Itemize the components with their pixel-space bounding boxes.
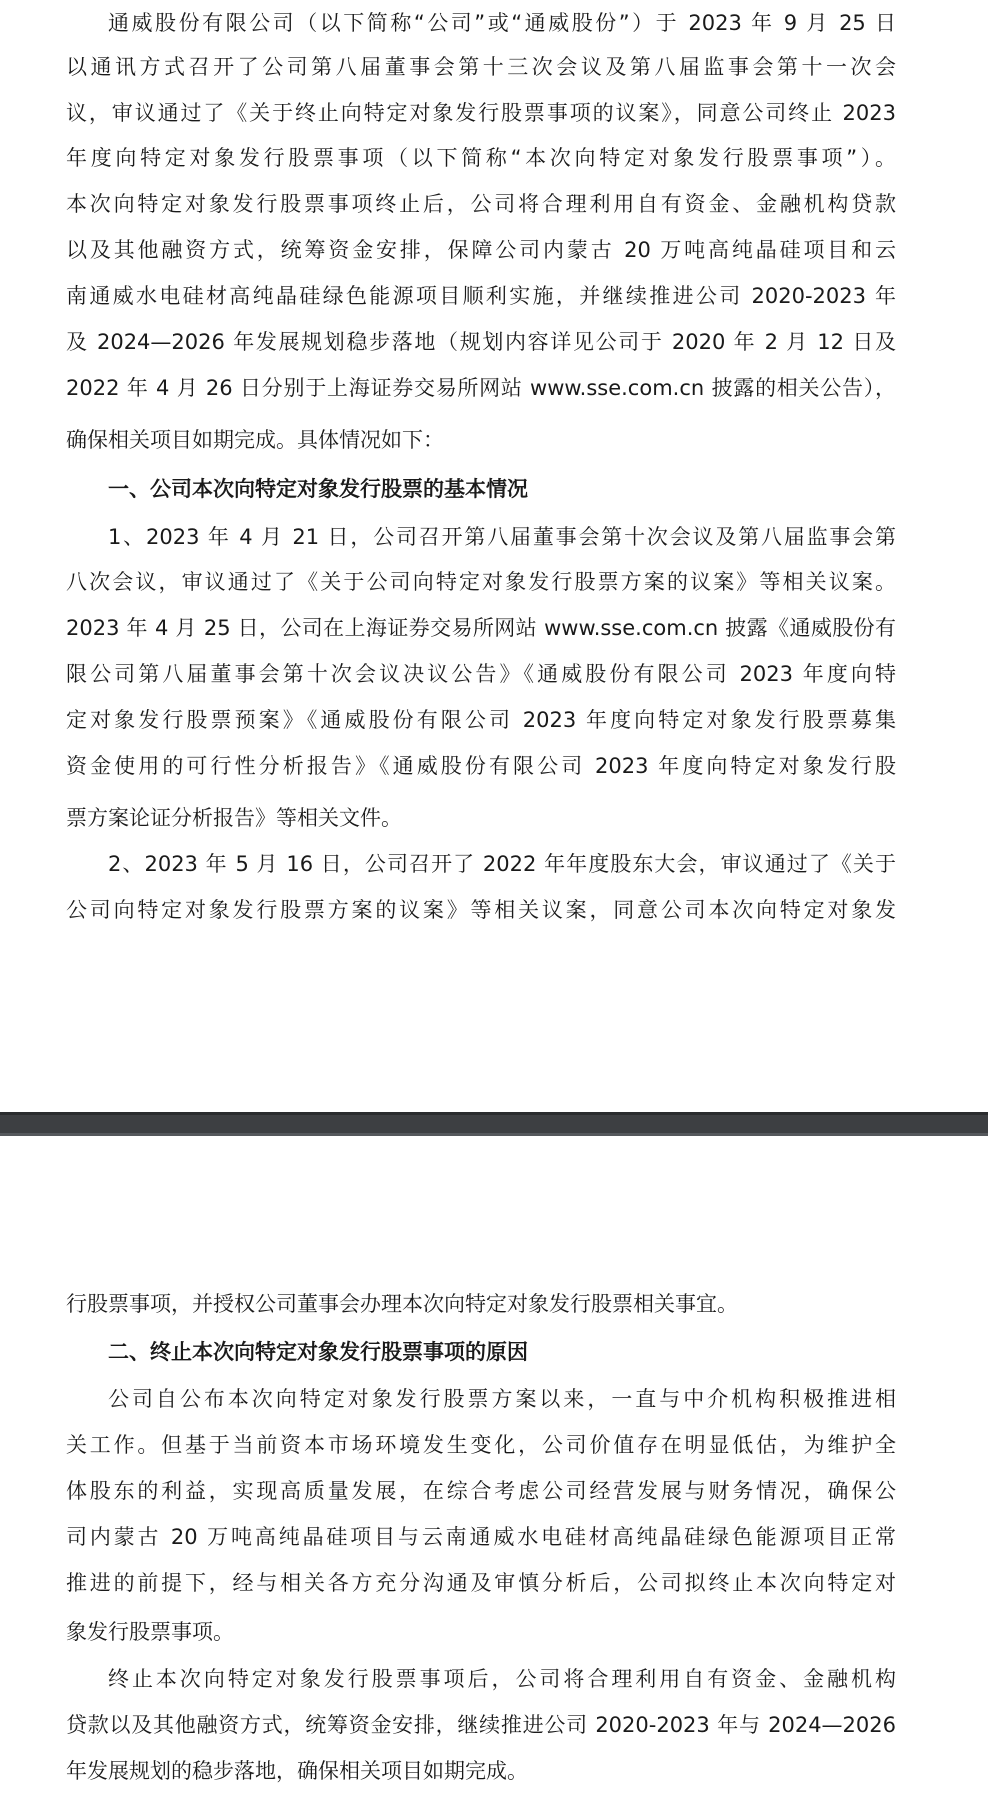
paragraph-line: 年发展规划的稳步落地，确保相关项目如期完成。 xyxy=(66,1759,528,1783)
paragraph-line: 关工作。但基于当前资本市场环境发生变化，公司价值存在明显低估，为维护全 xyxy=(66,1433,896,1457)
paragraph-line: 限公司第八届董事会第十次会议决议公告》《通威股份有限公司 2023 年度向特 xyxy=(66,662,896,686)
paragraph-line: 行股票事项，并授权公司董事会办理本次向特定对象发行股票相关事宜。 xyxy=(66,1292,738,1316)
paragraph-line: 确保相关项目如期完成。具体情况如下： xyxy=(66,428,444,452)
page-break-divider xyxy=(0,1112,988,1136)
paragraph-line: 本次向特定对象发行股票事项终止后，公司将合理利用自有资金、金融机构贷款 xyxy=(66,192,896,216)
paragraph-line: 年度向特定对象发行股票事项（以下简称“本次向特定对象发行股票事项”）。 xyxy=(66,146,896,170)
paragraph-line: 八次会议，审议通过了《关于公司向特定对象发行股票方案的议案》等相关议案。 xyxy=(66,570,896,594)
paragraph-line: 定对象发行股票预案》《通威股份有限公司 2023 年度向特定对象发行股票募集 xyxy=(66,708,896,732)
paragraph-line: 2、2023 年 5 月 16 日，公司召开了 2022 年年度股东大会，审议通过了《关于 xyxy=(108,852,896,876)
paragraph-line: 推进的前提下，经与相关各方充分沟通及审慎分析后，公司拟终止本次向特定对 xyxy=(66,1571,896,1595)
paragraph-line: 公司自公布本次向特定对象发行股票方案以来，一直与中介机构积极推进相 xyxy=(108,1387,896,1411)
paragraph-line: 及 2024—2026 年发展规划稳步落地（规划内容详见公司于 2020 年 2 月 12 日及 xyxy=(66,330,896,354)
paragraph-line: 公司向特定对象发行股票方案的议案》等相关议案，同意公司本次向特定对象发 xyxy=(66,898,896,922)
paragraph-line: 资金使用的可行性分析报告》《通威股份有限公司 2023 年度向特定对象发行股 xyxy=(66,754,896,778)
paragraph-line: 终止本次向特定对象发行股票事项后，公司将合理利用自有资金、金融机构 xyxy=(108,1667,896,1691)
paragraph-line: 以及其他融资方式，统筹资金安排，保障公司内蒙古 20 万吨高纯晶硅项目和云 xyxy=(66,238,896,262)
paragraph-line: 象发行股票事项。 xyxy=(66,1620,234,1644)
paragraph-line: 体股东的利益，实现高质量发展，在综合考虑公司经营发展与财务情况，确保公 xyxy=(66,1479,896,1503)
paragraph-line: 贷款以及其他融资方式，统筹资金安排，继续推进公司 2020-2023 年与 2024—2026 xyxy=(66,1713,896,1737)
paragraph-line: 1、2023 年 4 月 21 日，公司召开第八届董事会第十次会议及第八届监事会第 xyxy=(108,525,896,549)
paragraph-line: 2022 年 4 月 26 日分别于上海证券交易所网站 www.sse.com.cn 披露的相关公告）， xyxy=(66,376,896,400)
paragraph-line: 司内蒙古 20 万吨高纯晶硅项目与云南通威水电硅材高纯晶硅绿色能源项目正常 xyxy=(66,1525,896,1549)
paragraph-line: 2023 年 4 月 25 日，公司在上海证券交易所网站 www.sse.com.cn 披露《通威股份有 xyxy=(66,616,896,640)
section-heading-2: 二、终止本次向特定对象发行股票事项的原因 xyxy=(108,1340,528,1364)
paragraph-line: 议，审议通过了《关于终止向特定对象发行股票事项的议案》，同意公司终止 2023 xyxy=(66,101,896,125)
paragraph-line: 通威股份有限公司（以下简称“公司”或“通威股份”）于 2023 年 9 月 25 日 xyxy=(108,11,896,35)
paragraph-line: 以通讯方式召开了公司第八届董事会第十三次会议及第八届监事会第十一次会 xyxy=(66,55,896,79)
document-page-bottom xyxy=(0,1136,988,1802)
section-heading-1: 一、公司本次向特定对象发行股票的基本情况 xyxy=(108,477,528,501)
paragraph-line: 南通威水电硅材高纯晶硅绿色能源项目顺利实施，并继续推进公司 2020-2023 年 xyxy=(66,284,896,308)
paragraph-line: 票方案论证分析报告》等相关文件。 xyxy=(66,806,402,830)
